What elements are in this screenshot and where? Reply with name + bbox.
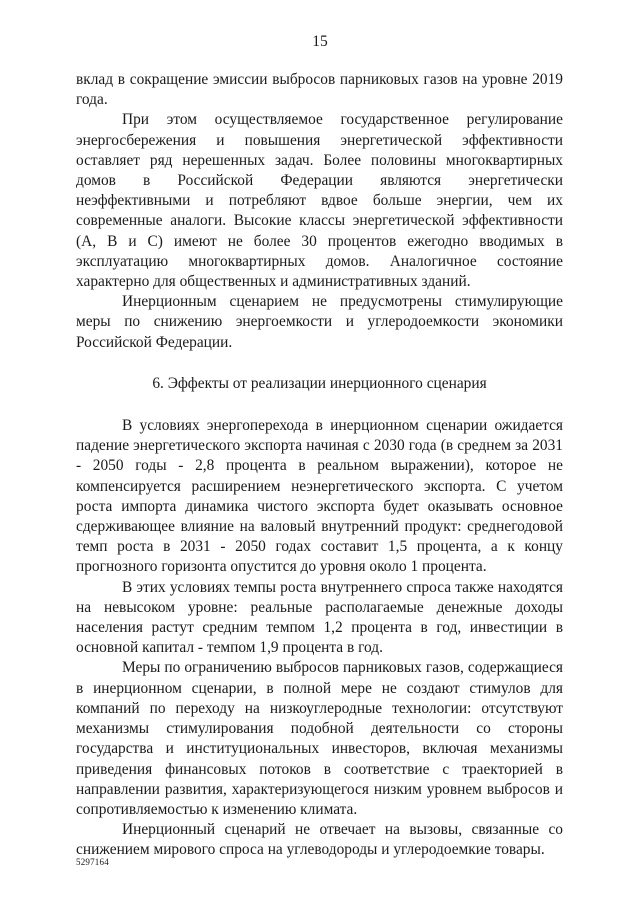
paragraph-emission-measures: Меры по ограничению выбросов парниковых газов, содержащиеся в инерционном сценарии, в полной мере не создают стимулов для компаний по переходу на низкоуглеродные технологии: отсутствуют механизмы стимулирования подобной деятельности со стороны государства и институциональных инвесторов, включая механизмы приведения финансовых потоков в соответствие с траекторией в направлении развития, характеризующегося низким уровнем выбросов и сопротивляемостью к изменению климата. [76, 659, 563, 818]
paragraph-energy-export: В условиях энергоперехода в инерционном сценарии ожидается падение энергетического экспорта начиная с 2030 года (в среднем за 2031 - 2050 годы - 2,8 процента в реальном выражении), которое не компенсируется расширением неэнергетического экспорта. С учетом роста импорта динамика чистого экспорта будет оказывать основное сдерживающее влияние на валовый внутренний продукт: среднегодовой темп роста в 2031 - 2050 годах составит 1,5 процента, а к концу прогнозного горизонта опустится до уровня около 1 процента. [76, 417, 563, 576]
paragraph-inertia-measures: Инерционным сценарием не предусмотрены стимулирующие меры по снижению энергоемкости и углеродоемкости экономики Российской Федерации. [76, 293, 563, 351]
paragraph-domestic-demand: В этих условиях темпы роста внутреннего спроса также находятся на невысоком уровне: реальные располагаемые денежные доходы населения растут средним темпом 1,2 процента в год, инвестиции в основной капитал - темпом 1,9 процента в год. [76, 578, 563, 657]
document-body [76, 70, 563, 861]
page-number: 15 [312, 33, 328, 50]
paragraph-regulation: При этом осуществляемое государственное регулирование энергосбережения и повышения энергетической эффективности оставляет ряд нерешенных задач. Более половины многоквартирных домов в Российской Федерации являются энергетически неэффективными и потребляют вдвое больше энергии, чем их современные аналоги. Высокие классы энергетической эффективности (A, B и C) имеют не более 30 процентов ежегодно вводимых в эксплуатацию многоквартирных домов. Аналогичное состояние характерно для общественных и административных зданий. [76, 111, 563, 291]
section-heading: 6. Эффекты от реализации инерционного сценария [152, 374, 487, 392]
paragraph-challenges: Инерционный сценарий не отвечает на вызовы, связанные со снижением мирового спроса на углеводороды и углеродоемкие товары. [76, 821, 563, 859]
paragraph-continuation: вклад в сокращение эмиссии выбросов парниковых газов на уровне 2019 года. [76, 71, 563, 109]
document-id: 5297164 [76, 857, 109, 867]
